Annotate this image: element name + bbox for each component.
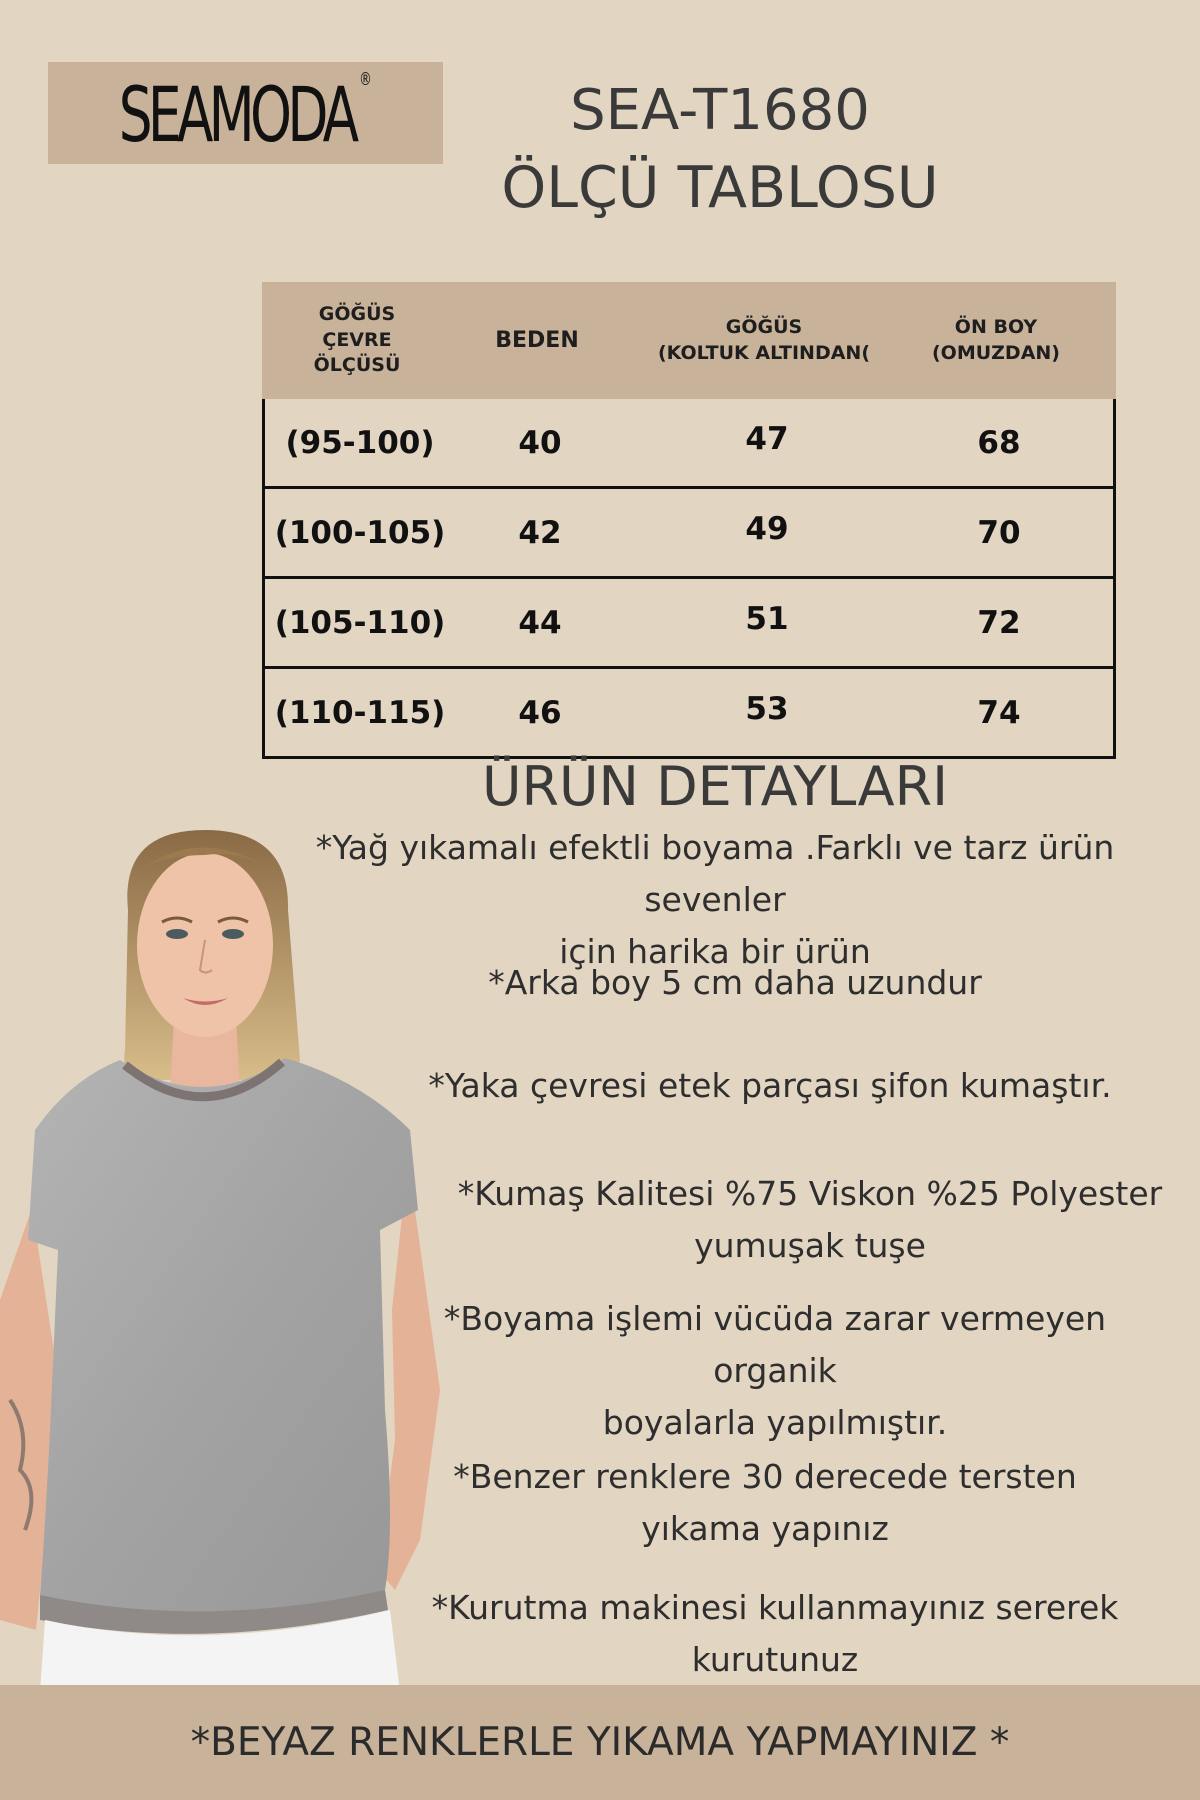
detail-line: yıkama yapınız [641,1509,889,1548]
column-header-line: ÇEVRE [322,328,392,351]
detail-line: kurutunuz [691,1640,859,1679]
cell-chest-circumference: (95-100) [285,424,435,461]
detail-item [430,1168,1190,1272]
detail-line: yumuşak tuşe [694,1226,926,1265]
cell-chest-armpit: 51 [745,600,789,637]
cell-front-length: 72 [977,604,1021,641]
cell-front-length: 70 [977,514,1021,551]
cell-chest-armpit: 47 [745,420,789,457]
cell-front-length: 68 [977,424,1021,461]
cell-front-length: 74 [977,694,1021,731]
table-row [265,669,1113,759]
size-table-header [262,282,1116,399]
product-code: SEA-T1680 [570,78,870,143]
column-header-line: ÖN BOY [954,315,1038,338]
cell-size: 42 [518,514,562,551]
cell-size: 44 [518,604,562,641]
table-row [265,489,1113,579]
column-header-front-length [906,315,1086,366]
column-header-size [452,326,622,356]
cell-chest-circumference: (105-110) [274,604,446,641]
detail-line: *Yaka çevresi etek parçası şifon kumaştır. [428,1066,1112,1105]
column-header-line: GÖĞÜS [725,315,803,338]
column-header-line: GÖĞÜS [318,303,396,326]
details-title: ÜRÜN DETAYLARI [481,755,949,818]
detail-line: için harika bir ürün [559,932,871,971]
cell-chest-circumference: (100-105) [274,514,446,551]
detail-item [430,957,1040,1009]
column-header-chest-armpit [622,315,906,366]
detail-line: *Arka boy 5 cm daha uzundur [488,963,982,1002]
detail-item [250,822,1180,978]
cell-size: 46 [518,694,562,731]
detail-line: *Benzer renklere 30 derecede tersten [453,1457,1077,1496]
column-header-line: (KOLTUK ALTINDAN( [657,341,871,364]
footer-warning-text: *BEYAZ RENKLERLE YIKAMA YAPMAYINIZ * [190,1720,1010,1765]
detail-line: *Boyama işlemi vücüda zarar vermeyen organik [443,1299,1107,1390]
column-header-line: ÖLÇÜSÜ [313,354,401,377]
detail-item [420,1582,1130,1686]
detail-line: boyalarla yapılmıştır. [602,1403,948,1442]
size-table-body [262,399,1116,759]
cell-chest-armpit: 53 [745,690,789,727]
column-header-line: (OMUZDAN) [931,341,1060,364]
cell-size: 40 [518,424,562,461]
detail-line: *Yağ yıkamalı efektli boyama .Farklı ve tarz ürün sevenler [315,828,1115,919]
detail-line: *Kurutma makinesi kullanmayınız sererek [431,1588,1119,1627]
page-title: ÖLÇÜ TABLOSU [501,155,939,221]
table-row [265,399,1113,489]
registered-mark: ® [359,68,373,90]
column-header-chest-circumference [262,302,452,379]
detail-item [440,1451,1090,1555]
size-table [262,282,1116,759]
brand-logo-text: SEAMODA [118,70,355,159]
table-row [265,579,1113,669]
detail-item [400,1060,1140,1112]
detail-item [380,1293,1170,1449]
footer-warning-banner [0,1685,1200,1800]
brand-logo [118,68,373,159]
detail-line: *Kumaş Kalitesi %75 Viskon %25 Polyester [457,1174,1163,1213]
brand-logo-box [48,62,443,164]
column-header-line: BEDEN [495,327,579,353]
cell-chest-armpit: 49 [745,510,789,547]
cell-chest-circumference: (110-115) [274,694,446,731]
